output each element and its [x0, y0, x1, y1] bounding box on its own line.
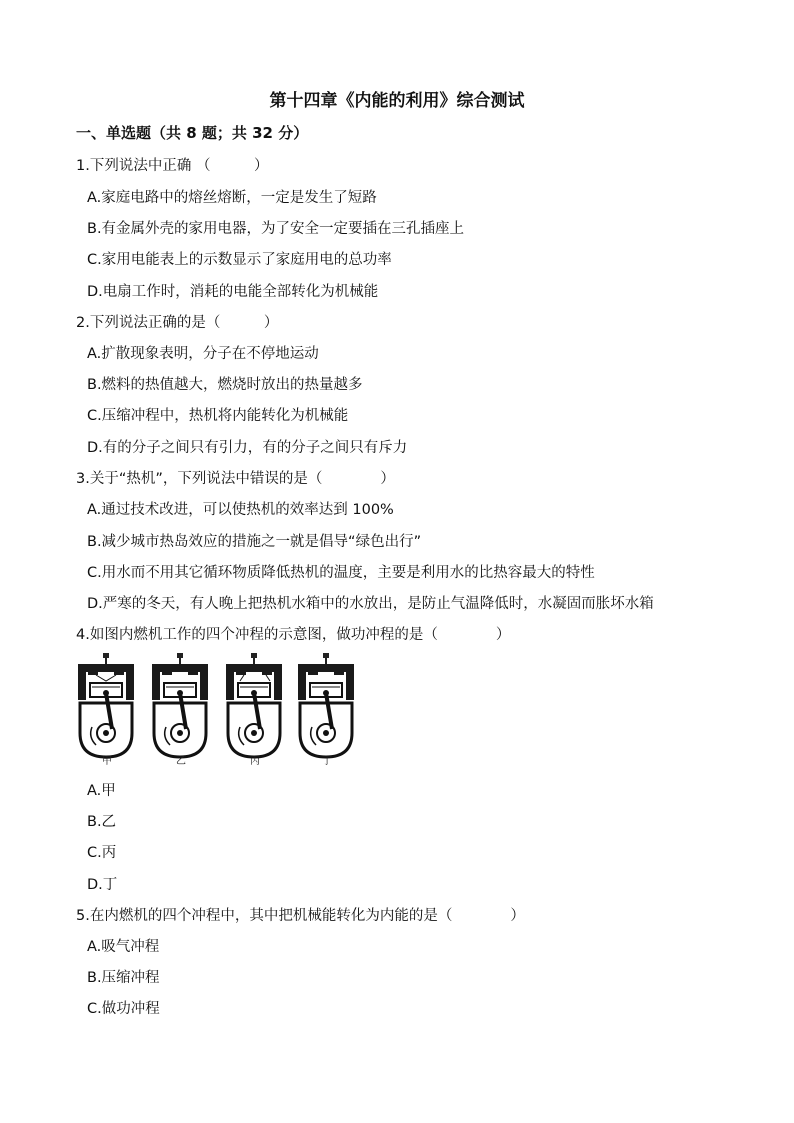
page-title: 第十四章《内能的利用》综合测试: [269, 91, 525, 111]
question-1-option-b: B.有金属外壳的家用电器，为了安全一定要插在三孔插座上: [87, 221, 465, 237]
question-1-option-a: A.家庭电路中的熔丝熔断，一定是发生了短路: [87, 190, 377, 206]
question-3-option-a: A.通过技术改进，可以使热机的效率达到 100%: [87, 502, 394, 518]
question-1-option-c: C.家用电能表上的示数显示了家庭用电的总功率: [87, 252, 392, 268]
question-2-option-d: D.有的分子之间只有引力，有的分子之间只有斥力: [87, 440, 408, 456]
question-5-option-b: B.压缩冲程: [87, 970, 160, 986]
question-4-stem: 4.如图内燃机工作的四个冲程的示意图，做功冲程的是（ ）: [76, 627, 511, 643]
engine-jia-diagram: [78, 653, 134, 757]
question-3-option-d: D.严寒的冬天，有人晚上把热机水箱中的水放出，是防止气温降低时，水凝固而胀坏水箱: [87, 596, 654, 612]
question-5-option-a: A.吸气冲程: [87, 939, 160, 955]
question-2-option-c: C.压缩冲程中，热机将内能转化为机械能: [87, 408, 349, 424]
question-2-option-b: B.燃料的热值越大，燃烧时放出的热量越多: [87, 377, 363, 393]
engine-yi-diagram: [152, 653, 208, 757]
figure-label-ding: 丁: [322, 756, 332, 765]
question-4-option-a: A.甲: [87, 783, 116, 799]
question-4-option-c: C.丙: [87, 845, 117, 861]
engine-ding-diagram: [298, 653, 354, 757]
section-heading: 一、单选题（共 8 题；共 32 分）: [76, 124, 309, 142]
figure-label-bing: 丙: [250, 756, 260, 765]
question-5-stem: 5.在内燃机的四个冲程中，其中把机械能转化为内能的是（ ）: [76, 908, 525, 924]
question-2-option-a: A.扩散现象表明，分子在不停地运动: [87, 346, 319, 362]
figure-label-jia: 甲: [102, 756, 112, 765]
engine-bing-diagram: [226, 653, 282, 757]
question-2-stem: 2.下列说法正确的是（ ）: [76, 315, 279, 331]
engine-strokes-figure: [76, 653, 362, 765]
question-3-stem: 3.关于“热机”，下列说法中错误的是（ ）: [76, 471, 395, 487]
question-4-option-b: B.乙: [87, 814, 117, 830]
question-3-option-c: C.用水而不用其它循环物质降低热机的温度，主要是利用水的比热容最大的特性: [87, 565, 595, 581]
question-3-option-b: B.减少城市热岛效应的措施之一就是倡导“绿色出行”: [87, 534, 422, 550]
figure-label-yi: 乙: [176, 756, 186, 765]
question-1-stem: 1.下列说法中正确 （ ）: [76, 158, 269, 174]
question-4-option-d: D.丁: [87, 877, 118, 893]
question-5-option-c: C.做功冲程: [87, 1001, 160, 1017]
question-1-option-d: D.电扇工作时，消耗的电能全部转化为机械能: [87, 284, 379, 300]
